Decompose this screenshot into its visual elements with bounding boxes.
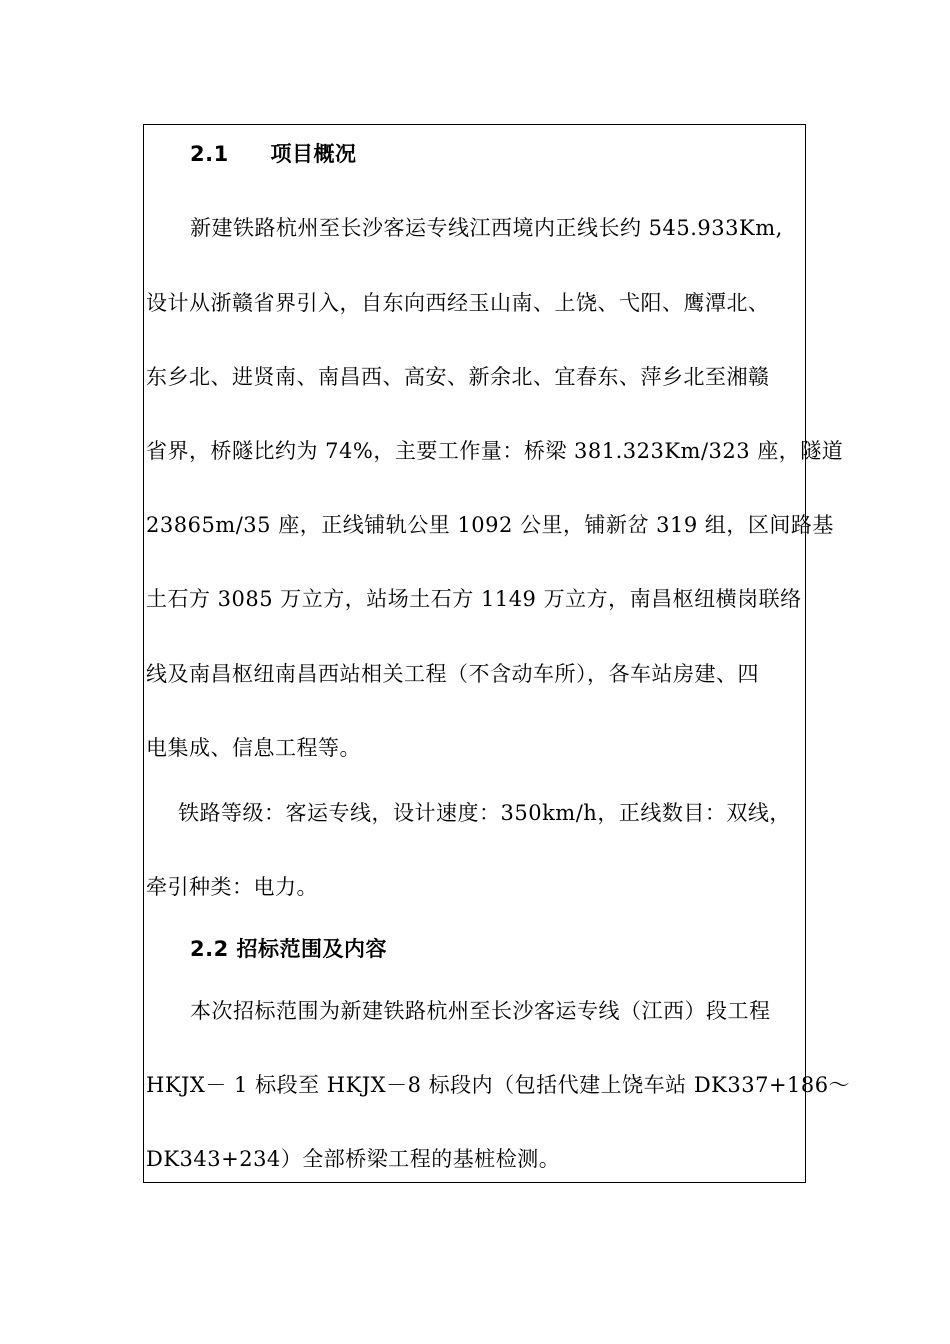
para-1-line-7: 线及南昌枢纽南昌西站相关工程（不含动车所），各车站房建、四 [146, 662, 759, 686]
section-2-1-title: 项目概况 [270, 142, 357, 166]
para-1-line-8: 电集成、信息工程等。 [146, 736, 361, 760]
para-1-line-3: 东乡北、进贤南、南昌西、高安、新余北、宜春东、萍乡北至湘赣 [146, 365, 770, 389]
para-2-line-3: DK343+234）全部桥梁工程的基桩检测。 [146, 1147, 561, 1171]
para-1-line-5: 23865m/35 座，正线铺轨公里 1092 公里，铺新岔 319 组，区间路基 [146, 513, 834, 537]
spec-line-1: 铁路等级：客运专线，设计速度：350km/h，正线数目：双线， [178, 801, 791, 825]
para-1-line-4: 省界，桥隧比约为 74%，主要工作量：桥梁 381.323Km/323 座，隧道 [146, 439, 844, 463]
para-2-line-1: 本次招标范围为新建铁路杭州至长沙客运专线（江西）段工程 [190, 999, 771, 1023]
spec-line-2: 牵引种类：电力。 [146, 875, 318, 899]
para-1-line-2: 设计从浙赣省界引入，自东向西经玉山南、上饶、弋阳、鹰潭北、 [146, 291, 770, 315]
para-1-line-1: 新建铁路杭州至长沙客运专线江西境内正线长约 545.933Km, [190, 216, 783, 240]
para-1-line-6: 土石方 3085 万立方，站场土石方 1149 万立方，南昌枢纽横岗联络 [146, 587, 802, 611]
para-2-line-2: HKJX－ 1 标段至 HKJX－8 标段内（包括代建上饶车站 DK337+186～ [146, 1073, 851, 1097]
section-2-1-number: 2.1 [190, 142, 229, 166]
section-2-1-heading [190, 140, 357, 168]
section-2-2-heading: 2.2 招标范围及内容 [190, 937, 388, 961]
